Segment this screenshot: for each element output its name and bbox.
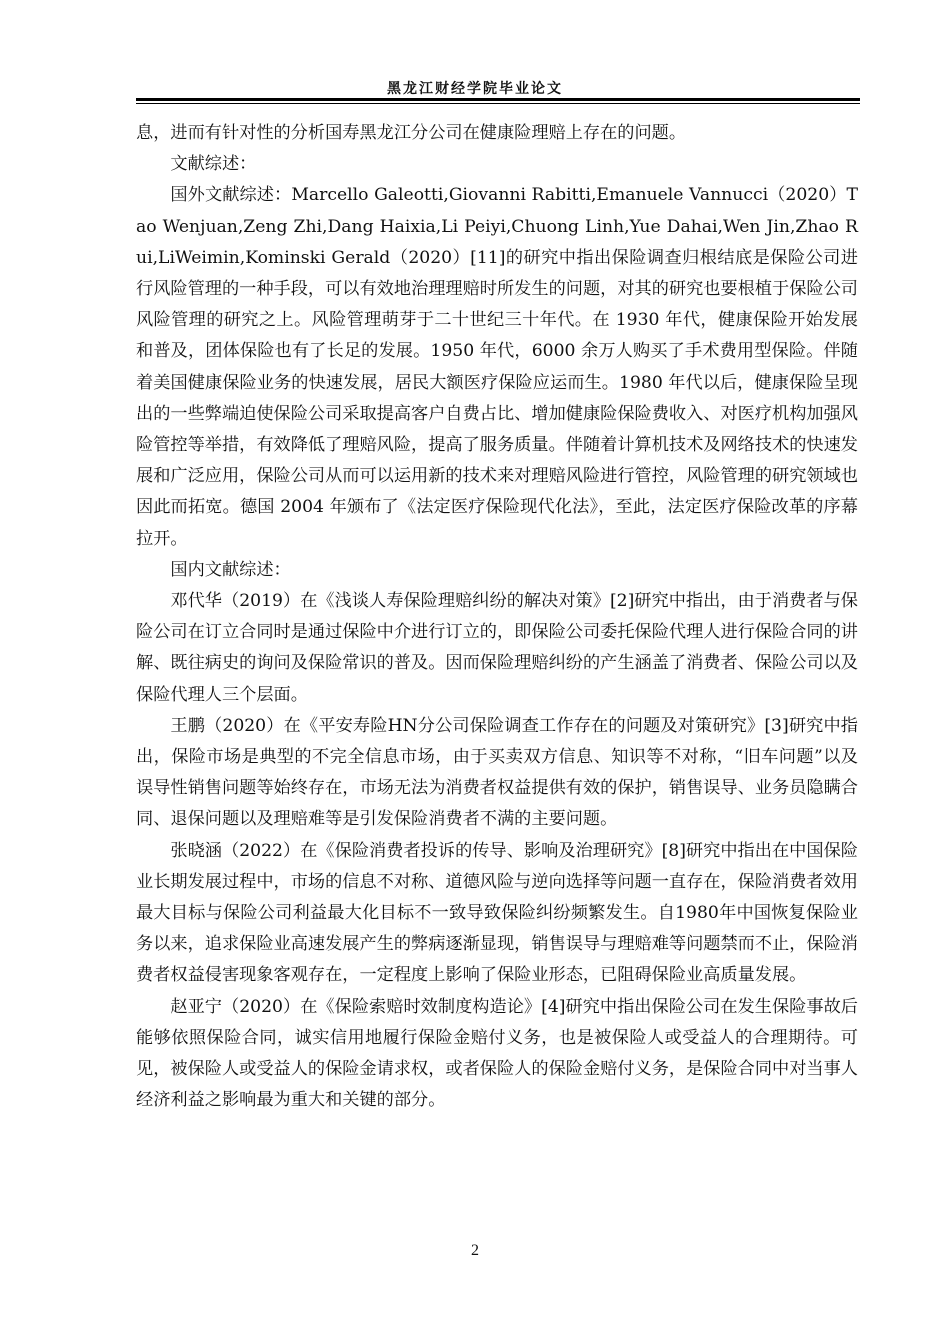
paragraph-zhao-yaning: 赵亚宁（2020）在《保险索赔时效制度构造论》[4]研究中指出保险公司在发生保险事故后能够依照保险合同，诚实信用地履行保险金赔付义务，也是被保险人或受益人的合理期待。可见，被保险人或受益人的保险金请求权，或者保险人的保险金赔付义务，是保险合同中对当事人经济利益之影响最为重大和关键的部分。 xyxy=(136,996,858,1111)
paragraph-foreign-literature: 国外文献综述：Marcello Galeotti,Giovanni Rabitti,Emanuele Vannucci（2020）Tao Wenjuan,Zeng Zhi,Dang Haixia,Li Peiyi,Chuong Linh,Yue Dahai,Wen Jin,Zhao Rui,LiWeimin,Kominski Gerald（2020）[11]的研究中指出保险调查归根结底是保险公司进行风险管理的一种手段，可以有效地治理理赔时所发生的问题，对其的研究也要根植于保险公司风险管理的研究之上。风险管理萌芽于二十世纪三十年代。在 1930 年代，健康保险开始发展和普及，团体保险也有了长足的发展。1950 年代，6000 余万人购买了手术费用型保险。伴随着美国健康保险业务的快速发展，居民大额医疗保险应运而生。1980 年代以后，健康保险呈现出的一些弊端迫使保险公司采取提高客户自费占比、增加健康险保险费收入、对医疗机构加强风险管控等举措，有效降低了理赔风险，提高了服务质量。伴随着计算机技术及网络技术的快速发展和广泛应用，保险公司从而可以运用新的技术来对理赔风险进行管控，风险管理的研究领域也因此而拓宽。德国 2004 年颁布了《法定医疗保险现代化法》，至此，法定医疗保险改革的序幕拉开。 xyxy=(136,185,858,549)
paragraph-zhang-xiaohan: 张晓涵（2022）在《保险消费者投诉的传导、影响及治理研究》[8]研究中指出在中国保险业长期发展过程中，市场的信息不对称、道德风险与逆向选择等问题一直存在，保险消费者效用最大目标与保险公司利益最大化目标不一致导致保险纠纷频繁发生。自1980年中国恢复保险业务以来，追求保险业高速发展产生的弊病逐渐显现，销售误导与理赔难等问题禁而不止，保险消费者权益侵害现象客观存在，一定程度上影响了保险业形态，已阻碍保险业高质量发展。 xyxy=(136,840,858,986)
body-text xyxy=(136,118,858,1117)
running-header-title: 黑龙江财经学院毕业论文 xyxy=(387,81,563,97)
paragraph-continuation: 息，进而有针对性的分析国寿黑龙江分公司在健康险理赔上存在的问题。 xyxy=(136,123,687,143)
section-heading-literature-review: 文献综述： xyxy=(170,154,257,175)
paragraph-wang-peng: 王鹏（2020）在《平安寿险HN分公司保险调查工作存在的问题及对策研究》[3]研究中指出，保险市场是典型的不完全信息市场，由于买卖双方信息、知识等不对称，“旧车问题”以及误导性销售问题等始终存在，市场无法为消费者权益提供有效的保护，销售误导、业务员隐瞒合同、退保问题以及理赔难等是引发保险消费者不满的主要问题。 xyxy=(136,715,858,830)
header-rule-thin xyxy=(136,103,860,104)
section-heading-domestic-literature: 国内文献综述： xyxy=(170,559,291,580)
page-number: 2 xyxy=(471,1242,479,1259)
paragraph-deng-daihua: 邓代华（2019）在《浅谈人寿保险理赔纠纷的解决对策》[2]研究中指出，由于消费者与保险公司在订立合同时是通过保险中介进行订立的，即保险公司委托保险代理人进行保险合同的讲解、既往病史的询问及保险常识的普及。因而保险理赔纠纷的产生涵盖了消费者、保险公司以及保险代理人三个层面。 xyxy=(136,591,858,705)
header-rule-thick xyxy=(136,98,860,101)
